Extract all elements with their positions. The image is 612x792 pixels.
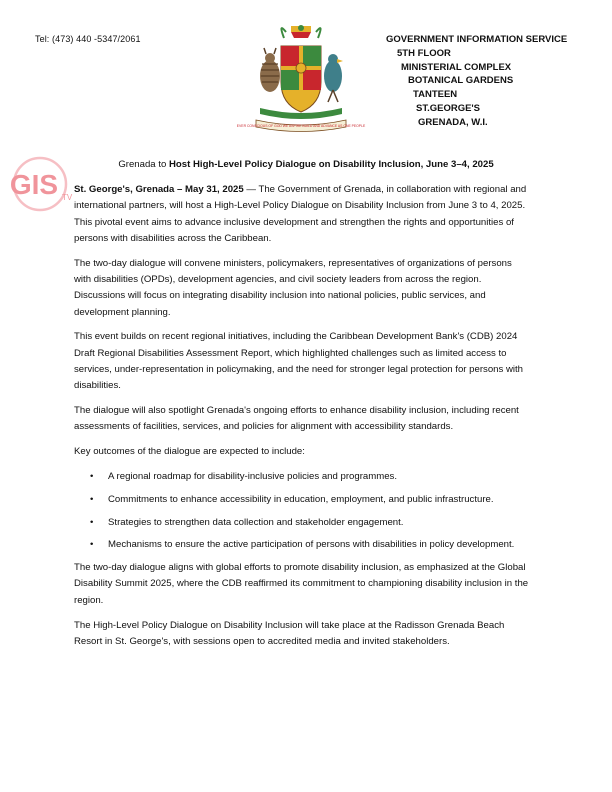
title-main: Host High-Level Policy Dialogue on Disability Inclusion, June 3–4, 2025 <box>168 159 494 170</box>
crest-crown <box>281 25 320 38</box>
paragraph: The High-Level Policy Dialogue on Disability Inclusion will take place at the Radisson Grenada Beach Resort in St. George's, with sessions open to accredited media and invited stakeholders. <box>74 619 505 647</box>
title-prefix: Grenada to <box>118 159 169 170</box>
grenada-coat-of-arms-icon <box>236 24 366 132</box>
paragraph: The two-day dialogue aligns with global efforts to promote disability inclusion, as emphasized at the Global Disability Summit 2025, where the CDB reaffirmed its commitment to championing disability inclusion in the region. <box>74 562 529 606</box>
paragraph: The dialogue will also spotlight Grenada's ongoing efforts to enhance disability inclusion, including recent assessments of facilities, services, and policies for alignment with accessibility standards. <box>74 405 519 433</box>
paragraph: The two-day dialogue will convene ministers, policymakers, representatives of organizations of persons with disabilities (OPDs), development agencies, and civil society leaders from across the region. Discussions will focus on integrating disability inclusion into national policies, public services, and development planning. <box>74 257 512 318</box>
bullet-icon: • <box>90 516 94 528</box>
list-item-text: A regional roadmap for disability-inclusive policies and programmes. <box>108 470 398 482</box>
dateline: St. George's, Grenada – May 31, 2025 <box>74 184 244 195</box>
address-line: 5TH FLOOR <box>397 47 451 59</box>
address-line: MINISTERIAL COMPLEX <box>401 61 512 73</box>
watermark-text: GIS <box>9 169 59 200</box>
paragraph: This event builds on recent regional initiatives, including the Caribbean Development Bank's (CDB) 2024 Draft Regional Disabilities Assessment Report, which highlighted challenges such as limited access to services, under-representation in policymaking, and the need for stronger legal protection for persons with disabilities. <box>74 331 524 392</box>
address-line: ST.GEORGE'S <box>416 102 481 114</box>
address-line: GOVERNMENT INFORMATION SERVICE <box>386 34 568 45</box>
list-item <box>74 537 530 553</box>
bullet-icon: • <box>90 539 94 551</box>
bullet-icon: • <box>90 470 94 482</box>
list-item <box>74 492 530 508</box>
phone-number: Tel: (473) 440 -5347/2061 <box>35 34 141 44</box>
address-line: GRENADA, W.I. <box>418 116 488 128</box>
list-item-text: Strategies to strengthen data collection and stakeholder engagement. <box>108 516 404 528</box>
list-item <box>74 515 530 531</box>
press-release-body <box>74 182 530 659</box>
address-line: BOTANICAL GARDENS <box>408 75 514 87</box>
watermark-sub: TV <box>62 193 73 202</box>
list-item-text: Commitments to enhance accessibility in education, employment, and public infrastructure. <box>108 493 494 505</box>
crest-motto-scroll <box>237 120 366 132</box>
outcomes-list <box>74 469 530 554</box>
office-address-block <box>386 33 567 130</box>
paragraph-lead <box>74 182 530 247</box>
list-item-text: Mechanisms to ensure the active participation of persons with disabilities in policy development. <box>108 539 515 551</box>
crest-armadillo <box>260 48 280 92</box>
address-line: TANTEEN <box>413 89 458 101</box>
crest-shield <box>281 46 321 112</box>
bullet-icon: • <box>90 493 94 505</box>
crest-motto: EVER CONSCIOUS OF GOD WE ASPIRE BUILD AND ADVANCE AS ONE PEOPLE <box>236 124 366 128</box>
lead-text: — The Government of Grenada, in collaboration with regional and international partners, will host a High-Level Policy Dialogue on Disability Inclusion from June 3 to 4, 2025. This pivotal event aims to advance inclusive development and strengthen the rights and opportunities of persons with disabilities across the Caribbean. <box>74 184 527 244</box>
paragraph: Key outcomes of the dialogue are expected to include: <box>74 446 305 458</box>
crest-grenada-dove <box>324 54 343 102</box>
press-release-title <box>0 159 612 170</box>
list-item <box>74 469 530 485</box>
